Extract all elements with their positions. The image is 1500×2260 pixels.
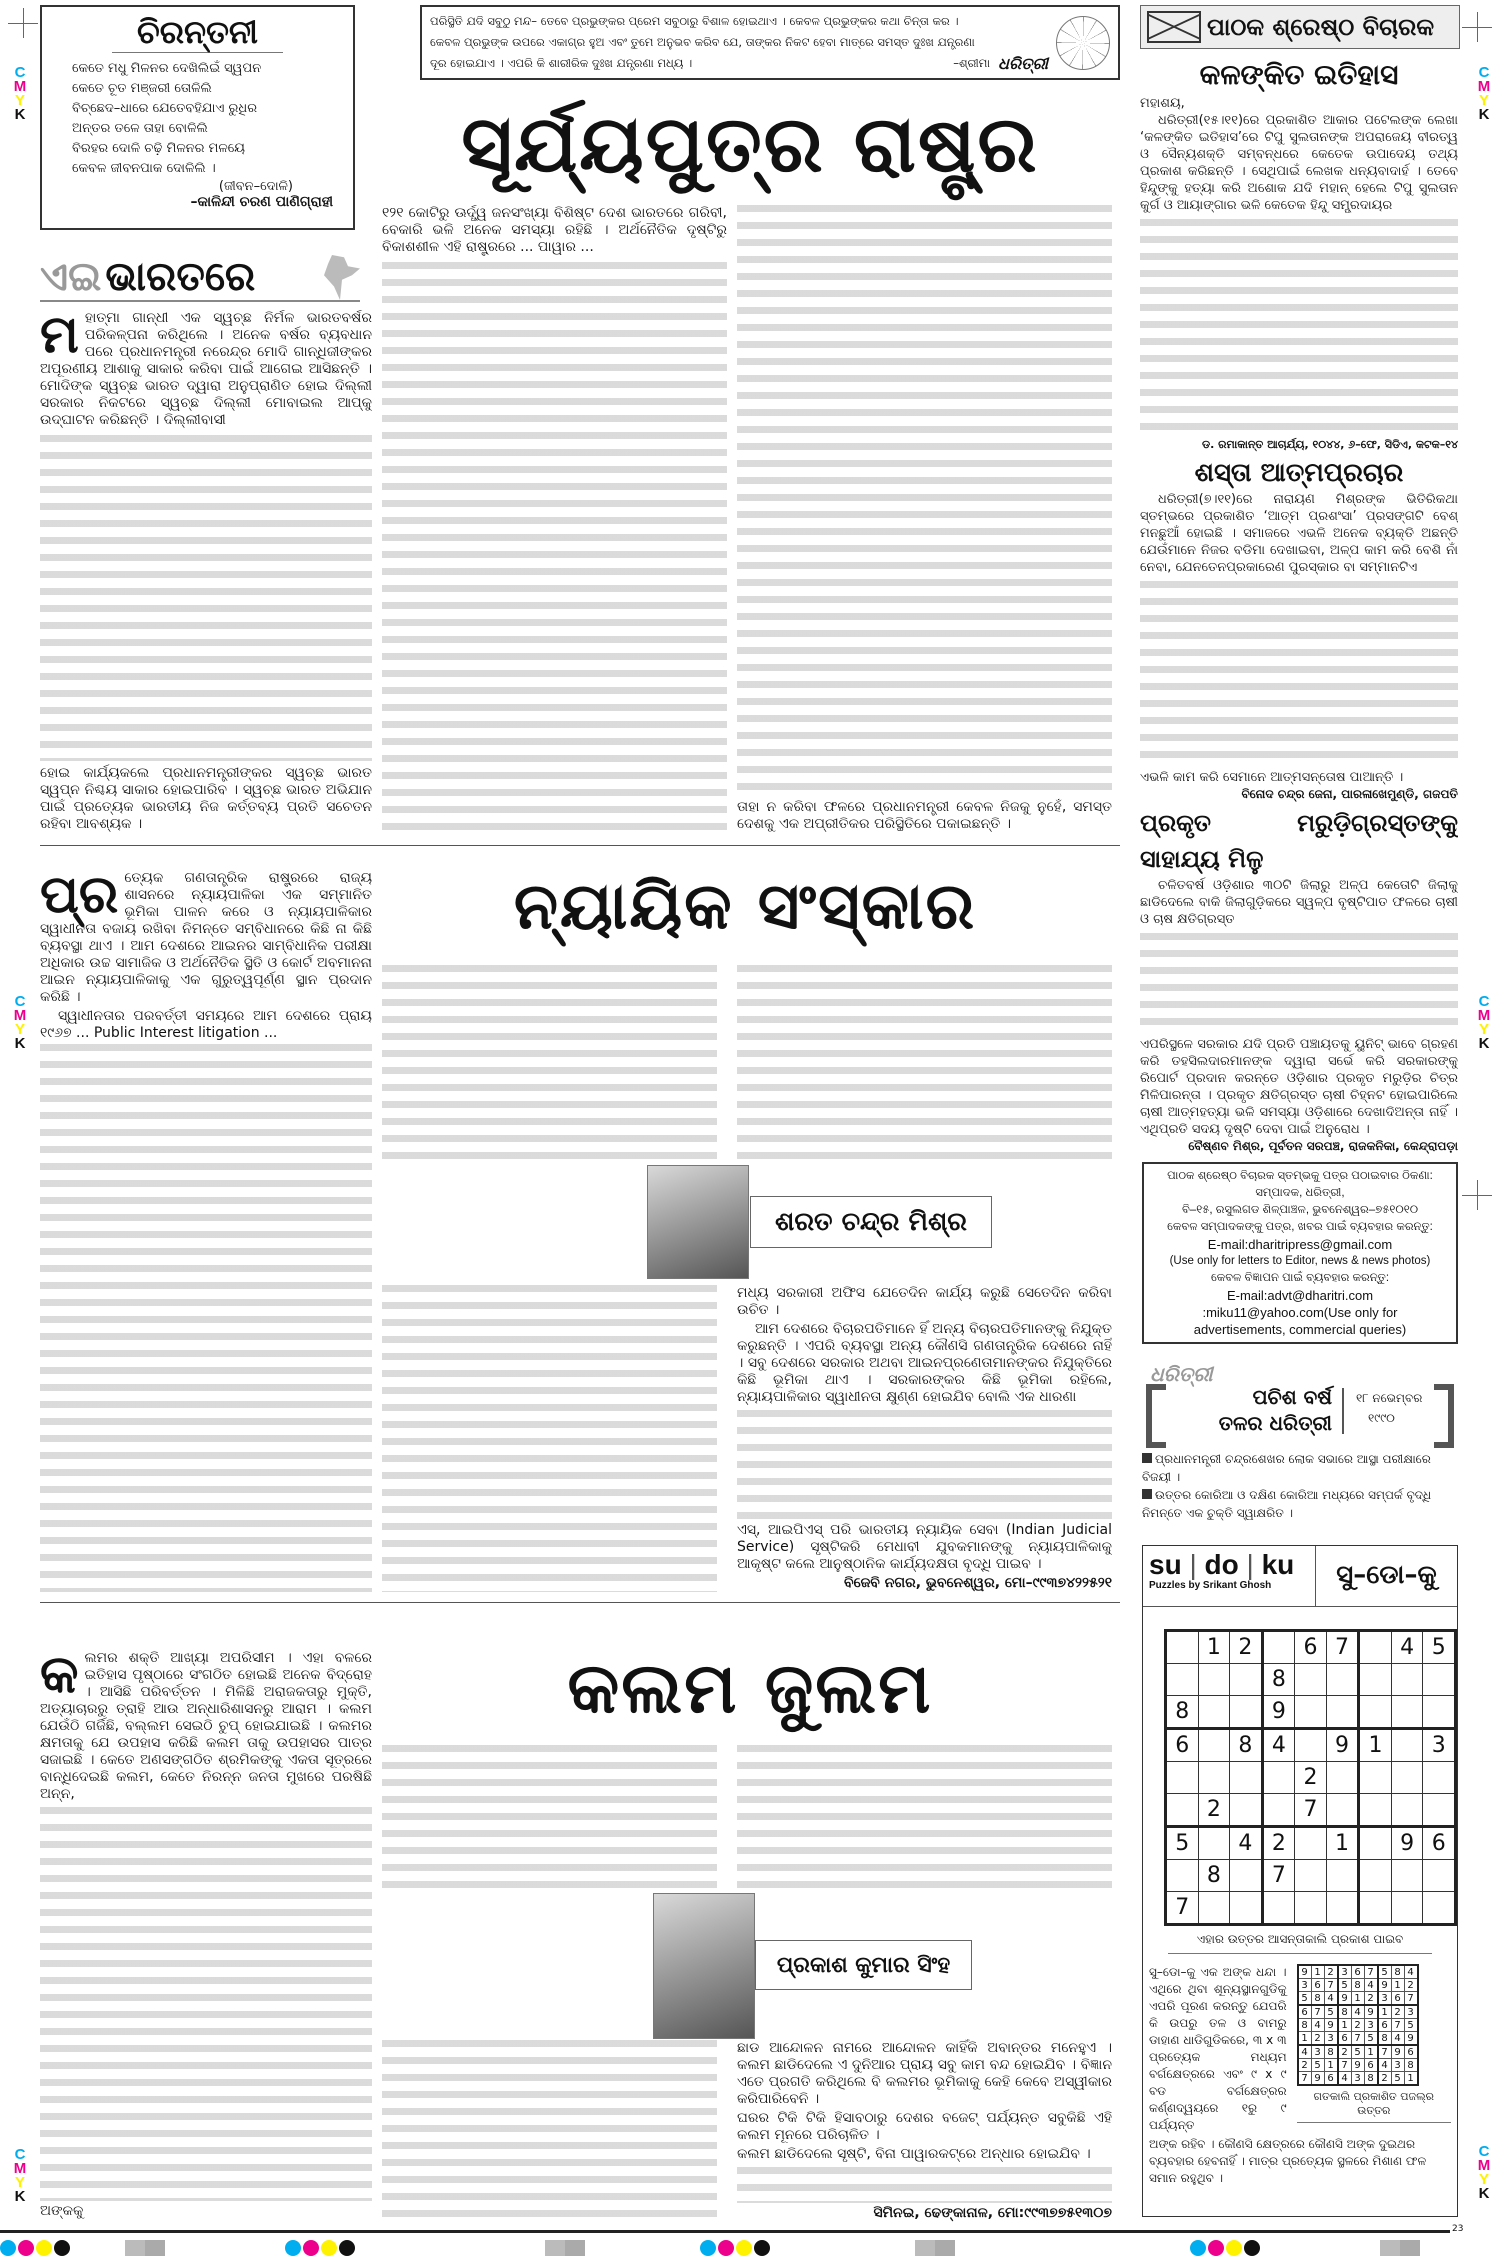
- solution-cell: 7: [1351, 2032, 1364, 2046]
- solution-cell: 6: [1391, 1992, 1404, 2006]
- poem-source: (ଜୀବନ–ଦୋଳି): [218, 179, 293, 194]
- sudoku-cell[interactable]: 7: [1262, 1860, 1295, 1892]
- flashback-logo: ଧରିତ୍ରୀ: [1150, 1362, 1213, 1386]
- readers-section-header: ପାଠକ ଶ୍ରେଷ୍ଠ ବିଚାରକ: [1140, 5, 1460, 49]
- sudoku-cell[interactable]: 2: [1230, 1631, 1263, 1664]
- solution-cell: 7: [1404, 1992, 1418, 2006]
- solution-cell: 7: [1391, 2019, 1404, 2032]
- article3-column-1: କଲମର ଶକ୍ତି ଆଖ୍ୟା ଅପରିସୀମ । ଏହା ବଳରେ ଇତିହାସ ପୃଷ୍ଠାରେ ସଂଗଠିତ ହୋଇଛି ଅନେକ ବିଦ୍ରୋହ । ଆସିଛି ପରିବର୍ତ୍ତନ । ମିଳିଛି ଅରାଜକତାରୁ ମୁକ୍ତି, ଅତ୍ୟାଚାରରୁ ତ୍ରାହି ଆଉ ଅନ୍ଧାରିଶାସନରୁ ଆରାମ । କଲମ ଯେଉଁଠି ଗର୍ଜିଛି, ବଲ୍ଲମ ସେଇଠି ଚୁପ୍ ହୋଇଯାଇଛି । କଲମର କ୍ଷମତାକୁ ଯେ ଉପହାସ କରିଛି କଲମ ତାକୁ ଉପହାସର ପାତ୍ର ସଜାଇଛି । କେତେ ଅଣସଙ୍ଗଠିତ ଶ୍ରମିକଙ୍କୁ ଏକତା ସୂତ୍ରରେ ବାନ୍ଧିଦେଇଛି କଲମ, କେତେ ନିରନ୍ନ ଜନତା ମୁଖରେ ପରଷିଛି ଅନ୍ନ, ଅଙ୍କକୁ: [40, 1650, 372, 2219]
- section-logo-ei-bharatare: ଏଇ ଭାରତରେ: [40, 245, 360, 302]
- sudoku-cell[interactable]: [1230, 1762, 1263, 1794]
- cmyk-mark: C M Y K: [1477, 64, 1491, 123]
- solution-cell: 7: [1324, 1979, 1338, 1992]
- solution-cell: 2: [1298, 2059, 1312, 2072]
- solution-cell: 3: [1404, 2005, 1418, 2019]
- sudoku-cell[interactable]: [1295, 1664, 1327, 1696]
- sudoku-cell[interactable]: [1423, 1892, 1456, 1925]
- quote-author: –ଶ୍ରୀମା: [953, 56, 990, 70]
- solution-cell: 1: [1324, 2059, 1338, 2072]
- sudoku-cell[interactable]: 7: [1166, 1892, 1199, 1925]
- sudoku-cell[interactable]: [1326, 1892, 1359, 1925]
- sudoku-cell[interactable]: [1198, 1729, 1230, 1762]
- author-photo-prakash-kumar-singh: [653, 1893, 755, 2039]
- solution-cell: 3: [1391, 2059, 1404, 2072]
- solution-cell: 4: [1378, 2059, 1392, 2072]
- solution-cell: 4: [1311, 2019, 1324, 2032]
- sudoku-cell[interactable]: [1423, 1696, 1456, 1729]
- solution-cell: 6: [1378, 2019, 1392, 2032]
- sudoku-cell[interactable]: [1359, 1892, 1392, 1925]
- article2-column-1: ପ୍ର ତ୍ୟେକ ଗଣତାନ୍ତ୍ରିକ ରାଷ୍ଟ୍ରରେ ରାଜ୍ୟ ଶାସନରେ ନ୍ୟାୟପାଳିକା ଏକ ସମ୍ମାନିତ ଭୂମିକା ପାଳନ କରେ ଓ ନ୍ୟାୟପାଳିକାର ସ୍ୱାଧୀନତା ବଜାୟ ରଖିବା ନିମନ୍ତେ ସମ୍ବିଧାନରେ କିଛି ନା କିଛି ବ୍ୟବସ୍ଥା ଥାଏ । ଆମ ଦେଶରେ ଆଇନର ସାମ୍ବିଧାନିକ ପରୀକ୍ଷା ଅଧିକାର ଉଚ୍ଚ ସାମାଜିକ ଓ ଅର୍ଥନୈତିକ ସ୍ଥିତି ଓ କୋର୍ଟ ଅବମାନନା ଆଇନ ନ୍ୟାୟପାଳିକାକୁ ଏକ ଗୁରୁତ୍ୱପୂର୍ଣ୍ଣ ସ୍ଥାନ ପ୍ରଦାନ କରିଛି । ସ୍ୱାଧୀନତାର ପରବର୍ତ୍ତୀ ସମୟରେ ଆମ ଦେଶରେ ପ୍ରାୟ ୧୯୬୭ ... Public Interest litigation ...: [40, 870, 372, 1592]
- solution-cell: 5: [1351, 2045, 1364, 2059]
- color-bar: [700, 2240, 772, 2260]
- gray-patch: [125, 2240, 165, 2260]
- sudoku-cell[interactable]: [1423, 1794, 1456, 1827]
- sudoku-cell[interactable]: [1391, 1892, 1423, 1925]
- solution-cell: 9: [1378, 1979, 1392, 1992]
- envelope-pen-icon: [1147, 11, 1201, 43]
- gray-patch: [915, 2240, 955, 2260]
- article2-column-3: ମଧ୍ୟ ସରକାରୀ ଅଫିସ ଯେତେଦିନ କାର୍ଯ୍ୟ କରୁଛି ସେତେଦିନ କରିବା ଉଚିତ । ଆମ ଦେଶରେ ବିଚାରପତିମାନେ ହିଁ ଅନ୍ୟ ବିଚାରପତିମାନଙ୍କୁ ନିଯୁକ୍ତ କରୁଛନ୍ତି । ଏପରି ବ୍ୟବସ୍ଥା ଅନ୍ୟ କୌଣସି ଗଣତାନ୍ତ୍ରିକ ଦେଶରେ ନାହିଁ । ସବୁ ଦେଶରେ ସରକାର ଅଥବା ଆଇନପ୍ରଣେତାମାନଙ୍କର ନିଯୁକ୍ତିରେ କିଛି ଭୂମିକା ଥାଏ । ସରକାରଙ୍କର କିଛି ଭୂମିକା ରହିଲେ, ନ୍ୟାୟପାଳିକାର ସ୍ୱାଧୀନତା କ୍ଷୁଣ୍ଣ ହୋଇଯିବ ବୋଲି ଏକ ଧାରଣା ଏସ୍, ଆଇପିଏସ୍ ପରି ଭାରତୀୟ ନ୍ୟାୟିକ ସେବା (Indian Judicial Service) ସୃଷ୍ଟିକରି ମେଧାବୀ ଯୁବକମାନଙ୍କୁ ନ୍ୟାୟପାଳିକାକୁ ଆକୃଷ୍ଟ କଲେ ଆନୁଷ୍ଠାନିକ କାର୍ଯ୍ୟଦକ୍ଷତା ବୃଦ୍ଧି ପାଇବ । ବିଜେବି ନଗର, ଭୁବନେଶ୍ୱର, ମୋ–୯୯୩୭୪୨୨୫୨୧: [737, 965, 1112, 1592]
- editor-email-link[interactable]: E-mail:dharitripress@gmail.com: [1207, 1237, 1393, 1252]
- solution-cell: 4: [1404, 1965, 1418, 1979]
- headline-kalama-julama: କଲମ ଜୁଲମ: [567, 1647, 933, 1729]
- registration-cross: [8, 8, 38, 38]
- sudoku-cell[interactable]: 1: [1326, 1827, 1359, 1860]
- solution-cell: 1: [1378, 2005, 1392, 2019]
- sudoku-cell[interactable]: [1326, 1696, 1359, 1729]
- sudoku-cell[interactable]: 1: [1359, 1729, 1392, 1762]
- solution-cell: 5: [1364, 2032, 1378, 2046]
- solution-cell: 6: [1404, 2045, 1418, 2059]
- article1-column-2: ୧୨୧ କୋଟିରୁ ଊର୍ଦ୍ଧ୍ୱ ଜନସଂଖ୍ୟା ବିଶିଷ୍ଟ ଦେଶ ଭାରତରେ ଗରିବୀ, ବେକାରି ଭଳି ଅନେକ ସମସ୍ୟା ରହିଛି । ଅର୍ଥନୈତିକ ଦୃଷ୍ଟିରୁ ବିକାଶଶୀଳ ଏହି ରାଷ୍ଟ୍ରରେ ... ପାୱାର ...: [382, 205, 727, 835]
- drop-cap: ପ୍ର: [40, 870, 119, 925]
- sudoku-cell[interactable]: 3: [1423, 1729, 1456, 1762]
- solution-cell: 4: [1324, 1992, 1338, 2006]
- solution-cell: 9: [1311, 2072, 1324, 2086]
- gray-patch: [1380, 2240, 1420, 2260]
- sudoku-cell[interactable]: 2: [1295, 1762, 1327, 1794]
- article1-column-3: ତାହା ନ କରିବା ଫଳରେ ପ୍ରଧାନମନ୍ତ୍ରୀ କେବଳ ନିଜକୁ ନୁହେଁ, ସମସ୍ତ ଦେଶକୁ ଏକ ଅପ୍ରୀତିକର ପରିସ୍ଥିତିରେ ପକାଇଛନ୍ତି ।: [737, 205, 1112, 835]
- sudoku-cell[interactable]: [1230, 1892, 1263, 1925]
- sudoku-cell[interactable]: [1359, 1794, 1392, 1827]
- solution-cell: 5: [1298, 1992, 1312, 2006]
- flashback-25-years: ଧରିତ୍ରୀ ପଚିଶ ବର୍ଷ ତଳର ଧରିତ୍ରୀ ୧୮ ନଭେମ୍ବର ୧୯୯୦: [1142, 1362, 1458, 1442]
- dharitri-logo: ଧରିତ୍ରୀ: [998, 54, 1048, 73]
- solution-cell: 8: [1324, 2045, 1338, 2059]
- sudoku-cell[interactable]: 6: [1295, 1631, 1327, 1664]
- solution-cell: 1: [1404, 2072, 1418, 2086]
- solution-cell: 9: [1404, 2032, 1418, 2046]
- sudoku-cell[interactable]: [1391, 1762, 1423, 1794]
- solution-cell: 1: [1351, 1992, 1364, 2006]
- solution-cell: 7: [1311, 2005, 1324, 2019]
- sudoku-cell[interactable]: 2: [1198, 1794, 1230, 1827]
- sudoku-cell[interactable]: [1166, 1860, 1199, 1892]
- solution-cell: 6: [1364, 2059, 1378, 2072]
- solution-cell: 9: [1298, 1965, 1312, 1979]
- sudoku-cell[interactable]: [1326, 1860, 1359, 1892]
- sudoku-cell[interactable]: 8: [1166, 1696, 1199, 1729]
- sudoku-cell[interactable]: [1166, 1762, 1199, 1794]
- letter-title: କଳଙ୍କିତ ଇତିହାସ: [1199, 58, 1399, 91]
- solution-cell: 8: [1338, 2005, 1352, 2019]
- sudoku-cell[interactable]: [1326, 1664, 1359, 1696]
- solution-cell: 9: [1324, 2019, 1338, 2032]
- sudoku-cell[interactable]: 6: [1423, 1827, 1456, 1860]
- sudoku-cell[interactable]: 7: [1326, 1631, 1359, 1664]
- sudoku-cell[interactable]: [1230, 1794, 1263, 1827]
- solution-cell: 3: [1324, 2032, 1338, 2046]
- solution-cell: 8: [1378, 2032, 1392, 2046]
- solution-cell: 2: [1311, 2032, 1324, 2046]
- sudoku-cell[interactable]: [1262, 1631, 1295, 1664]
- sudoku-cell[interactable]: [1391, 1696, 1423, 1729]
- sudoku-cell[interactable]: 4: [1230, 1827, 1263, 1860]
- sudoku-cell[interactable]: [1295, 1827, 1327, 1860]
- sudoku-cell[interactable]: [1166, 1794, 1199, 1827]
- solution-cell: 1: [1338, 2019, 1352, 2032]
- sudoku-cell[interactable]: [1359, 1827, 1392, 1860]
- sudoku-cell[interactable]: [1295, 1892, 1327, 1925]
- sudoku-cell[interactable]: 9: [1262, 1696, 1295, 1729]
- solution-cell: 9: [1338, 1992, 1352, 2006]
- sudoku-cell[interactable]: [1423, 1664, 1456, 1696]
- sudoku-cell[interactable]: [1230, 1860, 1263, 1892]
- sudoku-cell[interactable]: 6: [1166, 1729, 1199, 1762]
- sudoku-logo: su | do | ku: [1149, 1549, 1295, 1580]
- sudoku-cell[interactable]: [1359, 1860, 1392, 1892]
- solution-cell: 4: [1364, 1979, 1378, 1992]
- solution-cell: 2: [1351, 2019, 1364, 2032]
- contact-box: ପାଠକ ଶ୍ରେଷ୍ଠ ବିଚାରକ ସ୍ତମ୍ଭକୁ ପତ୍ର ପଠାଇବାର ଠିକଣା: ସମ୍ପାଦକ, ଧରିତ୍ରୀ, ବି–୧୫, ରସୁଲଗଡ ଶିଳ୍ପାଞ୍ଚଳ, ଭୁବନେଶ୍ୱର–୭୫୧୦୧୦ କେବଳ ସମ୍ପାଦକଙ୍କୁ ପତ୍ର, ଖବର ପାଇଁ ବ୍ୟବହାର କରନ୍ତୁ: E-mail:dharitripress@gmail.com (Use only for letters to Editor, news & news photos) କେବଳ ବିଜ୍ଞାପନ ପାଇଁ ବ୍ୟବହାର କରନ୍ତୁ: E-mail:advt@dharitri.com :miku11@yahoo.com(Use only for advertisements, commercial queries): [1142, 1162, 1458, 1344]
- author-name-sarat-chandra-mishra: ଶରତ ଚନ୍ଦ୍ର ମିଶ୍ର: [750, 1196, 992, 1248]
- sudoku-cell[interactable]: 1: [1198, 1631, 1230, 1664]
- solution-cell: 2: [1391, 2005, 1404, 2019]
- solution-cell: 3: [1338, 1965, 1352, 1979]
- solution-cell: 2: [1324, 1965, 1338, 1979]
- sudoku-odia-title: ସୁ–ଡୋ–କୁ: [1336, 1560, 1437, 1590]
- article3-column-3: ଛାଡ ଆନ୍ଦୋଳନ ନାମରେ ଆନ୍ଦୋଳନ କାହିଁକି ଅବାନ୍ତର ମନେହୁଏ । କଲମ ଛାଡିଦେଲେ ଏ ଦୁନିଆର ପ୍ରାୟ ସବୁ କାମ ବନ୍ଦ ହୋଇଯିବ । ବିଜ୍ଞାନ ଏତେ ପ୍ରଗତି କରିଥିଲେ ବି କଲମର ଭୂମିକାକୁ କେହି କେବେ ଅସ୍ୱୀକାର କରିପାରିବେନି । ଘରର ଟିକି ଟିକି ହିସାବଠାରୁ ଦେଶର ବଜେଟ୍ ପର୍ଯ୍ୟନ୍ତ ସବୁକିଛି ଏହି କଲମ ମୂନରେ ପରିଚାଳିତ । କଲମ ଛାଡିଦେଲେ ସୃଷ୍ଟି, ବିନା ପାୱାରକଟ୍‌ରେ ଅନ୍ଧାର ହୋଇଯିବ । ସିମିନଇ, ଢେଙ୍କାନାଳ, ମୋ:୯୯୩୭୭୫୧୩୦୭: [737, 1745, 1112, 2222]
- sudoku-cell[interactable]: [1262, 1762, 1295, 1794]
- headline-nyayika-samskara: ନ୍ୟାୟିକ ସଂସ୍କାର: [513, 870, 977, 944]
- sudoku-cell[interactable]: 9: [1326, 1729, 1359, 1762]
- sudoku-cell[interactable]: 5: [1166, 1827, 1199, 1860]
- solution-cell: 4: [1391, 2032, 1404, 2046]
- solution-cell: 5: [1404, 2019, 1418, 2032]
- sudoku-cell[interactable]: 2: [1262, 1827, 1295, 1860]
- color-bar: [0, 2240, 72, 2260]
- quote-box: ପରିସ୍ଥିତି ଯଦି ସବୁଠୁ ମନ୍ଦ– ତେବେ ପ୍ରଭୁଙ୍କର ପ୍ରେମ ସବୁଠାରୁ ବିଶାଳ ହୋଇଥାଏ । କେବଳ ପ୍ରଭୁଙ୍କର କଥା ଚିନ୍ତା କର । କେବଳ ପ୍ରଭୁଙ୍କ ଉପରେ ଏକାଗ୍ର ହୁଅ ଏବଂ ତୁମେ ଅନୁଭବ କରିବ ଯେ, ତାଙ୍କର ନିକଟ ହେବା ମାତ୍ରେ ସମସ୍ତ ଦୁଃଖ ଯନ୍ତ୍ରଣା ଦୂର ହୋଇଯାଏ । ଏପରି କି ଶାରୀରିକ ଦୁଃଖ ଯନ୍ତ୍ରଣା ମଧ୍ୟ । –ଶ୍ରୀମା ଧରିତ୍ରୀ: [420, 5, 1120, 80]
- letter-title: ଶସ୍ତା ଆତ୍ମପ୍ରଚାର: [1194, 458, 1404, 488]
- letter-shasta-atmaprachara: ଶସ୍ତା ଆତ୍ମପ୍ରଚାର ଧରିତ୍ରୀ(୭।୧୧)ରେ ନାରାୟଣ ମିଶ୍ରଙ୍କ ଭିତିରିକଥା ସ୍ତମ୍ଭରେ ପ୍ରକାଶିତ ‘ଆତ୍ମ ପ୍ରଶଂସା’ ପ୍ରସଙ୍ଗଟି ବେଶ୍ ମନଛୁଆଁ ହୋଇଛି । ସମାଜରେ ଏଭଳି ଅନେକ ବ୍ୟକ୍ତି ଅଛନ୍ତି ଯେଉଁମାନେ ନିଜର ବଡିମା ଦେଖାଇବା, ଅଳ୍ପ କାମ କରି ବେଶି ନାଁ ନେବା, ଯେନତେନପ୍ରକାରେଣ ପୁରସ୍କାର ବା ସମ୍ମାନଟିଏ ଏଭଳି କାମ କରି ସେମାନେ ଆତ୍ମସନ୍ତୋଷ ପାଆନ୍ତି । ବିନୋଦ ଚନ୍ଦ୍ର ଜେନା, ପାରଳାଖେମୁଣ୍ଡି, ଗଜପତି: [1140, 455, 1458, 803]
- sudoku-cell[interactable]: [1295, 1729, 1327, 1762]
- solution-cell: 3: [1351, 2072, 1364, 2086]
- sudoku-box: su | do | ku Puzzles by Srikant Ghosh ସୁ–ଡୋ–କୁ 1 2 6 7 4 5 8 8 9 6 8 4 9 1 3 2 2 7 5 4 2 1 9 6 8 7 7 ଏହାର ଉତ୍ତର ଆସନ୍ତାକାଲି ପ୍ରକାଶ ପାଇବ ସୁ–ଡୋ–କୁ ଏକ ଅଙ୍କ ଧନ୍ଦା । ଏଥିରେ ଥିବା ଶୂନ୍ୟସ୍ଥାନଗୁଡିକୁ ଏପରି ପୂରଣ କରନ୍ତୁ ଯେପରି କି ଉପରୁ ତଳ ଓ ବାମରୁ ଡାହାଣ ଧାଡିଗୁଡିକରେ, ୩ x ୩ ପ୍ରତ୍ୟେକ ମଧ୍ୟମ ବର୍ଗକ୍ଷେତ୍ରରେ ଏବଂ ୯ x ୯ ବଡ ବର୍ଗକ୍ଷେତ୍ରର କର୍ଣ୍ଣଦ୍ୱୟରେ ୧ରୁ ୯ ପର୍ଯ୍ୟନ୍ତ 9 1 2 3 6 7 5 8 4 3 6 7 5 8 4 9 1 2 5 8 4 9 1 2 3 6 7 6 7 5 8 4 9 1 2 3 8 4 9 1 2 3 6 7 5 1 2 3 6 7 5 8 4 9 4 3 8 2 5 1 7 9 6 2 5 1 7 9 6 4 3 8 7 9 6 4 3 8 2 5 1 ଗତକାଲି ପ୍ରକାଶିତ ପଜଲ୍‌ର ଉତ୍ତର ଅଙ୍କ ରହିବ । କୌଣସି କ୍ଷେତ୍ରରେ କୌଣସି ଅଙ୍କ ଦୁଇଥର ବ୍ୟବହାର ହେବନାହିଁ । ମାତ୍ର ପ୍ରତ୍ୟେକ ସ୍ଥଳରେ ମିଶାଣ ଫଳ ସମାନ ରହୁଥିବ ।: [1142, 1545, 1458, 2217]
- solution-cell: 6: [1324, 2072, 1338, 2086]
- cmyk-mark: C M Y K: [1477, 993, 1491, 1052]
- sudoku-cell[interactable]: 8: [1230, 1729, 1263, 1762]
- solution-cell: 7: [1364, 1965, 1378, 1979]
- solution-cell: 8: [1311, 1992, 1324, 2006]
- sudoku-cell[interactable]: [1359, 1762, 1392, 1794]
- registration-cross: [1462, 1180, 1492, 1210]
- article2-byline: ବିଜେବି ନଗର, ଭୁବନେଶ୍ୱର, ମୋ–୯୯୩୭୪୨୨୫୨୧: [844, 1575, 1112, 1591]
- divider: [40, 845, 1120, 846]
- solution-cell: 8: [1298, 2019, 1312, 2032]
- solution-cell: 6: [1338, 2032, 1352, 2046]
- solution-cell: 5: [1338, 1979, 1352, 1992]
- solution-cell: 7: [1298, 2072, 1312, 2086]
- solution-cell: 6: [1298, 2005, 1312, 2019]
- sudoku-cell[interactable]: [1391, 1860, 1423, 1892]
- solution-cell: 2: [1378, 2072, 1392, 2086]
- solution-cell: 1: [1311, 1965, 1324, 1979]
- sudoku-grid[interactable]: [1164, 1629, 1457, 1926]
- sudoku-cell[interactable]: [1326, 1794, 1359, 1827]
- solution-cell: 9: [1351, 2059, 1364, 2072]
- solution-cell: 4: [1298, 2045, 1312, 2059]
- list-item: ପ୍ରଧାନମନ୍ତ୍ରୀ ଚନ୍ଦ୍ରଶେଖର ଲୋକ ସଭାରେ ଆସ୍ଥା ପରୀକ୍ଷାରେ ବିଜୟୀ ।: [1142, 1452, 1431, 1484]
- sudoku-cell[interactable]: [1198, 1892, 1230, 1925]
- solution-cell: 9: [1391, 2045, 1404, 2059]
- solution-cell: 8: [1351, 1979, 1364, 1992]
- yahoo-email-link[interactable]: :miku11@yahoo.com(Use only for: [1202, 1305, 1398, 1320]
- solution-cell: 8: [1404, 2059, 1418, 2072]
- headline-surjyaputra: ସୂର୍ଯ୍ୟପୁତ୍ର ରାଷ୍ଟ୍ର: [461, 100, 1039, 190]
- sudoku-cell[interactable]: [1391, 1794, 1423, 1827]
- solution-cell: 5: [1391, 2072, 1404, 2086]
- sudoku-cell[interactable]: [1198, 1762, 1230, 1794]
- color-bar: [1190, 2240, 1262, 2260]
- solution-cell: 1: [1298, 2032, 1312, 2046]
- sudoku-cell[interactable]: [1359, 1696, 1392, 1729]
- sudoku-cell[interactable]: [1391, 1729, 1423, 1762]
- sudoku-cell[interactable]: [1262, 1794, 1295, 1827]
- sudoku-cell[interactable]: [1295, 1696, 1327, 1729]
- solution-cell: 3: [1378, 1992, 1392, 2006]
- article1-column-1: ମହାତ୍ମା ଗାନ୍ଧୀ ଏକ ସ୍ୱଚ୍ଛ ନିର୍ମଳ ଭାରତବର୍ଷର ପରିକଳ୍ପନା କରିଥିଲେ । ଅନେକ ବର୍ଷର ବ୍ୟବଧାନ ପରେ ପ୍ରଧାନମନ୍ତ୍ରୀ ନରେନ୍ଦ୍ର ମୋଦି ଗାନ୍ଧିଜୀଙ୍କର ଅପୂରଣୀୟ ଆଶାକୁ ସାକାର କରିବା ପାଇଁ ଆଗେଇ ଆସିଛନ୍ତି । ମୋଦିଙ୍କ ସ୍ୱଚ୍ଛ ଭାରତ ଦ୍ୱାରା ଅନୁପ୍ରାଣିତ ହୋଇ ଦିଲ୍ଲୀ ସରକାର ନିକଟରେ ସ୍ୱଚ୍ଛ ଦିଲ୍ଲୀ ମୋବାଇଲ ଆପ୍‌କୁ ଉଦ୍‌ଘାଟନ କରିଛନ୍ତି । ଦିଲ୍ଲୀବାସୀ ହୋଇ କାର୍ଯ୍ୟକଲେ ପ୍ରଧାନମନ୍ତ୍ରୀଙ୍କର ସ୍ୱଚ୍ଛ ଭାରତ ସ୍ୱପ୍ନ ନିଶ୍ଚୟ ସାକାର ହୋଇପାରିବ । ସ୍ୱଚ୍ଛ ଭାରତ ଅଭିଯାନ ପାଇଁ ପ୍ରତ୍ୟେକ ଭାରତୀୟ ନିଜ କର୍ତ୍ତବ୍ୟ ପ୍ରତି ସଚେତନ ରହିବା ଆବଶ୍ୟକ ।: [40, 310, 372, 832]
- cmyk-mark: C M Y K: [1477, 2143, 1491, 2202]
- solution-cell: 3: [1364, 2019, 1378, 2032]
- sudoku-cell[interactable]: [1230, 1664, 1263, 1696]
- sudoku-cell[interactable]: 8: [1262, 1664, 1295, 1696]
- page-bottom-rule: [0, 2230, 1450, 2233]
- sudoku-cell[interactable]: 4: [1262, 1729, 1295, 1762]
- article3-byline: ସିମିନଇ, ଢେଙ୍କାନାଳ, ମୋ:୯୯୩୭୭୫୧୩୦୭: [873, 2205, 1112, 2221]
- drop-cap: କ: [40, 1650, 79, 1705]
- solution-cell: 7: [1378, 2045, 1392, 2059]
- advt-email-link[interactable]: E-mail:advt@dharitri.com: [1226, 1288, 1374, 1303]
- solution-cell: 7: [1338, 2059, 1352, 2072]
- sudoku-cell[interactable]: [1423, 1762, 1456, 1794]
- pen-bullet-icon: [1142, 1453, 1152, 1463]
- poem-author: –କାଳିନ୍ଦୀ ଚରଣ ପାଣିଗ୍ରାହୀ: [190, 194, 333, 210]
- letter-prakruta-marudi: ପ୍ରକୃତ ମରୁଡ଼ିଗ୍ରସ୍ତଙ୍କୁ ସାହାଯ୍ୟ ମିଳୁ ଚଳିତବର୍ଷ ଓଡ଼ିଶାର ୩୦ଟି ଜିଲାରୁ ଅଳ୍ପ କେତୋଟି ଜିଲାକୁ ଛାଡିଦେଲେ ବାକି ଜିଲାଗୁଡ଼ିକରେ ସ୍ୱଳ୍ପ ବୃଷ୍ଟିପାତ ଫଳରେ ଚାଷୀ ଓ ଚାଷ କ୍ଷତିଗ୍ରସ୍ତ ଏପରିସ୍ଥଳେ ସରକାର ଯଦି ପ୍ରତି ପଞ୍ଚାୟତକୁ ୟୁନିଟ୍ ଭାବେ ଗ୍ରହଣ କରି ତହସିଲଦାରମାନଙ୍କ ଦ୍ୱାରା ସର୍ଭେ କରି ସରକାରଙ୍କୁ ରିପୋର୍ଟ ପ୍ରଦାନ କରନ୍ତେ ଓଡ଼ିଶାର ପ୍ରକୃତ ମରୁଡ଼ିର ଚିତ୍ର ମିଳିପାରନ୍ତା । ପ୍ରକୃତ କ୍ଷତିଗ୍ରସ୍ତ ଚାଷୀ ଚିହ୍ନଟ ହୋଇପାରିଲେ ଚାଷୀ ଆତ୍ମହତ୍ୟା ଭଳି ସମସ୍ୟା ଓଡ଼ିଶାରେ ଦେଖାଦିଅନ୍ତା ନାହିଁ । ଏଥିପ୍ରତି ସଦୟ ଦୃଷ୍ଟି ଦେବା ପାଇଁ ଅନୁରୋଧ । ବୈଷ୍ଣବ ମିଶ୍ର, ପୂର୍ବତନ ସରପଞ୍ଚ, ରାଜକନିକା, କେନ୍ଦ୍ରାପଡ଼ା: [1140, 805, 1458, 1155]
- sudoku-cell[interactable]: [1295, 1860, 1327, 1892]
- letter-title: ପ୍ରକୃତ ମରୁଡ଼ିଗ୍ରସ୍ତଙ୍କୁ ସାହାଯ୍ୟ ମିଳୁ: [1140, 809, 1458, 873]
- wheel-emblem-icon: [1056, 16, 1110, 70]
- poem-title: ଚିରନ୍ତନୀ: [112, 13, 283, 53]
- sudoku-cell[interactable]: [1423, 1860, 1456, 1892]
- page-number: 23: [1452, 2224, 1464, 2234]
- sudoku-cell[interactable]: [1326, 1762, 1359, 1794]
- solution-cell: 3: [1311, 2045, 1324, 2059]
- sudoku-cell[interactable]: [1198, 1664, 1230, 1696]
- cmyk-mark: C M Y K: [13, 64, 27, 123]
- cmyk-mark: C M Y K: [13, 2146, 27, 2205]
- sudoku-cell[interactable]: [1359, 1664, 1392, 1696]
- pen-bullet-icon: [1142, 1489, 1152, 1499]
- cmyk-mark: C M Y K: [13, 993, 27, 1052]
- sudoku-cell[interactable]: [1391, 1664, 1423, 1696]
- author-name-prakash-kumar-singh: ପ୍ରକାଶ କୁମାର ସିଂହ: [755, 1940, 972, 1990]
- sudoku-cell[interactable]: [1166, 1631, 1199, 1664]
- solution-cell: 2: [1338, 2045, 1352, 2059]
- solution-cell: 1: [1364, 2045, 1378, 2059]
- solution-cell: 5: [1311, 2059, 1324, 2072]
- solution-cell: 2: [1404, 1979, 1418, 1992]
- sudoku-cell[interactable]: [1262, 1892, 1295, 1925]
- drop-cap: ମ: [40, 310, 79, 365]
- sudoku-cell[interactable]: [1166, 1664, 1199, 1696]
- solution-cell: 9: [1364, 2005, 1378, 2019]
- registration-cross: [1462, 12, 1492, 42]
- flashback-items: [1142, 1450, 1458, 1522]
- solution-cell: 2: [1364, 1992, 1378, 2006]
- author-photo-sarat-chandra-mishra: [647, 1165, 749, 1279]
- sudoku-cell[interactable]: 7: [1295, 1794, 1327, 1827]
- solution-cell: 6: [1351, 1965, 1364, 1979]
- solution-cell: 8: [1364, 2072, 1378, 2086]
- previous-solution-grid: [1297, 1964, 1419, 2086]
- poem-box: [40, 5, 355, 230]
- sudoku-cell[interactable]: [1230, 1696, 1263, 1729]
- solution-cell: 5: [1324, 2005, 1338, 2019]
- sudoku-cell[interactable]: 5: [1423, 1631, 1456, 1664]
- solution-cell: 5: [1378, 1965, 1392, 1979]
- sudoku-cell[interactable]: [1198, 1827, 1230, 1860]
- solution-cell: 4: [1351, 2005, 1364, 2019]
- solution-cell: 6: [1311, 1979, 1324, 1992]
- solution-cell: 8: [1391, 1965, 1404, 1979]
- sudoku-cell[interactable]: 9: [1391, 1827, 1423, 1860]
- letter-kalankita-itihasa: କଳଙ୍କିତ ଇତିହାସ ମହାଶୟ, ଧରିତ୍ରୀ(୧୫।୧୧)ରେ ପ୍ରକାଶିତ ଆକାର ପଟେଲଙ୍କ ଲେଖା ‘କଳଙ୍କିତ ଇତିହାସ’ରେ ଟିପୁ ସୁଲତାନଙ୍କ ଅପରାଜେୟ ବୀରତ୍ୱ ଓ ସୈନ୍ୟଶକ୍ତି ସମ୍ବନ୍ଧରେ କେତେକ ଉପାଦେୟ ତଥ୍ୟ ପ୍ରକାଶ କରିଛନ୍ତି । ସେଥିପାଇଁ ଲେଖକ ଧନ୍ୟବାଦାର୍ହ । ତେବେ ହିନ୍ଦୁଙ୍କୁ ହତ୍ୟା କରି ଅଶୋକ ଯଦି ମହାନ୍ ହେଲେ ଟିପୁ ସୁଲତାନ କୁର୍ଗ ଓ ଆୟାଙ୍ଗାର ଭଳି କେତେକ ହିନ୍ଦୁ ସମ୍ପ୍ରଦାୟର ଡ. ରମାକାନ୍ତ ଆଚାର୍ଯ୍ୟ, ୧୦୪୪, ୬–ଫେ, ସିଡିଏ, କଟକ–୧୪: [1140, 55, 1458, 453]
- gray-patch: [545, 2240, 585, 2260]
- solution-cell: 1: [1391, 1979, 1404, 1992]
- solution-cell: 4: [1338, 2072, 1352, 2086]
- color-bar: [285, 2240, 357, 2260]
- sudoku-cell[interactable]: 8: [1198, 1860, 1230, 1892]
- solution-cell: 3: [1298, 1979, 1312, 1992]
- divider: [40, 1602, 1120, 1603]
- list-item: ଉତ୍ତର କୋରିଆ ଓ ଦକ୍ଷିଣ କୋରିଆ ମଧ୍ୟରେ ସମ୍ପର୍କ ବୃଦ୍ଧି ନିମନ୍ତେ ଏକ ଚୁକ୍ତି ସ୍ୱାକ୍ଷରିତ ।: [1142, 1488, 1432, 1520]
- sudoku-cell[interactable]: 4: [1391, 1631, 1423, 1664]
- india-map-icon: [320, 255, 360, 300]
- sudoku-cell[interactable]: [1359, 1631, 1392, 1664]
- sudoku-cell[interactable]: [1198, 1696, 1230, 1729]
- poem-lines: କେତେ ମଧୁ ମିଳନର ଦେଖିଲିଇଁ ସ୍ୱପନ କେତେ ଚୂତ ମଞ୍ଜରୀ ତୋଳିଲି ବିଚ୍ଛେଦ–ଧାରେ ଯେତେବହିଯାଏ ରୁଧିର ଅନ୍ତର ତଳେ ତାହା ବୋଳିଲି ବିରହର ଦୋଳି ଚଢ଼ି ମିଳନର ମଳୟେ କେବଳ ଜୀବନପାକ ଦୋଳିଲି ।: [72, 61, 262, 176]
